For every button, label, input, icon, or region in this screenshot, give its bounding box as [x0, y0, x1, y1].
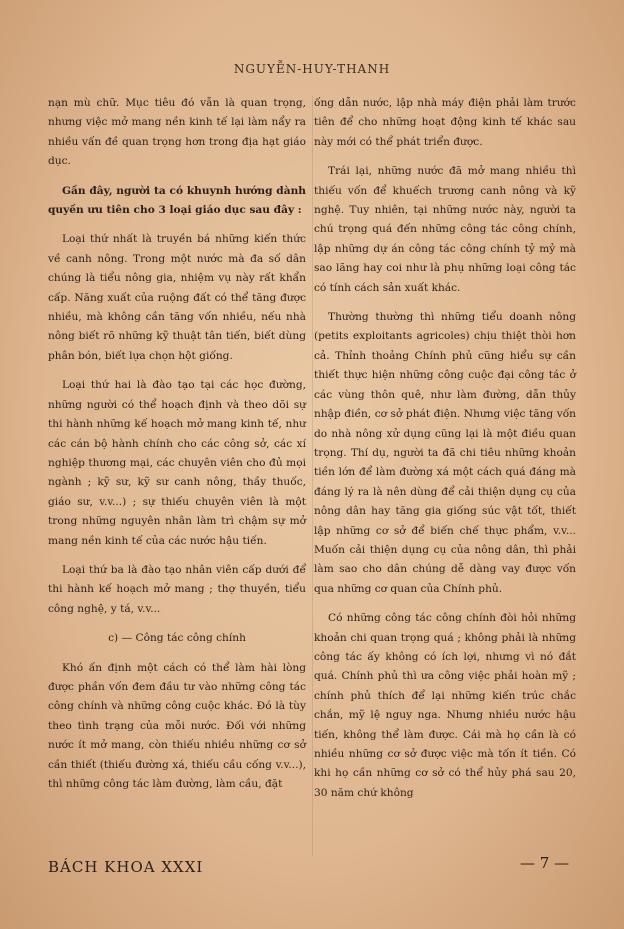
left-column — [48, 94, 306, 804]
left-paragraph-5: Loại thứ ba là đào tạo nhân viên cấp dưới để thi hành kế hoạch mở mang ; thợ thuyền, tiểu công nghệ, y tá, v.v... — [48, 563, 306, 615]
left-paragraph-6: Khó ấn định một cách có thể làm hài lòng được phần vốn đem đầu tư vào những công tác công chính và những công cuộc khác. Đó là tùy theo tình trạng của mỗi nước. Đối với những nước ít mở mang, còn thiếu nhiều những cơ sở cần thiết (thiếu đường xá, thiếu cầu cống v.v...), thì những công tác làm đường, làm cầu, đặt — [48, 661, 306, 790]
running-header: NGUYỄN-HUY-THANH — [233, 62, 391, 76]
right-column — [314, 94, 576, 813]
section-subheading: c) — Công tác công chính — [108, 632, 246, 645]
left-paragraph-4: Loại thứ hai là đào tạo tại các học đường, những người có thể hoạch định và theo dõi sự thi hành những kế hoạch mở mang kinh tế, như các cán bộ hành chính cho các công sở, các xí nghiệp thương mại, các chuyên viên cho đủ mọi ngành ; kỹ sư, kỹ sư canh nông, thầy thuốc, giáo sư, v.v...) ; sự thiếu chuyên viên là một trong những nguyên nhân làm trì chậm sự mở mang nền kinh tế của các nước hậu tiến. — [48, 379, 306, 547]
left-paragraph-1: nạn mù chữ. Mục tiêu đó vẫn là quan trọng, nhưng việc mở mang nền kinh tế lại làm nẩy ra nhiều vấn đề quan trọng hơn trong địa hạt giáo dục. — [48, 97, 306, 168]
left-paragraph-2: Gần đây, người ta có khuynh hướng dành quyền ưu tiên cho 3 loại giáo dục sau đây : — [48, 184, 306, 217]
page-number: — 7 — — [520, 854, 570, 872]
right-paragraph-4: Có những công tác công chính đòi hỏi những khoản chi quan trọng quá ; không phải là những công tác ấy không có ích lợi, nhưng vì nó đắt quá. Chính phủ thì ưa công việc phải hoàn mỹ ; chính phủ thích để lại những kiến trúc chắc chắn, mỹ lệ nguy nga. Nhưng nhiều nước hậu tiến, không thể làm được. Cái mà họ cần là có nhiều những cơ sở được việc mà tốn ít tiền. Có khi họ cần những cơ sở có thể hủy phá sau 20, 30 năm chứ không — [314, 612, 576, 799]
right-paragraph-2: Trái lại, những nước đã mở mang nhiều thì thiếu vốn để khuếch trương canh nông và kỹ nghệ. Tuy nhiên, tại những nước này, người ta chú trọng quá đến những công tác công chính, lập những dự án công tác công chính tỷ mỷ mà sao lãng hay coi như là phụ những loại công tác có tính cách sản xuất khác. — [314, 165, 576, 294]
right-paragraph-3: Thường thường thì những tiểu doanh nông (petits exploitants agricoles) chịu thiệt thòi hơn cả. Thỉnh thoảng Chính phủ cũng hiểu sự cần thiết thực hiện những công cuộc đại công tác ở các vùng thôn quê, như làm đường, dẫn thủy nhập điền, cơ sở phát điện. Nhưng việc tăng vốn do nhà nông xử dụng cũng lại là một điều quan trọng. Thí dụ, người ta đã chi tiêu những khoản tiền lớn để làm đường xá một cách quá đáng mà đáng lý ra là nên dùng để cải thiện dụng cụ của nông dân hay tăng gia giống súc vật tốt, thiết lập những cơ sở để biến chế thực phẩm, v.v... Muốn cải thiện dụng cụ của nông dân, thì phải làm sao cho dân chúng dễ dàng vay được vốn qua những cơ quan của Chính phủ. — [314, 311, 576, 595]
publication-footer: BÁCH KHOA XXXI — [48, 858, 204, 876]
left-paragraph-3: Loại thứ nhất là truyền bá những kiến thức về canh nông. Trong một nước mà đa số dân chúng là tiểu nông gia, nhiệm vụ này rất khẩn cấp. Năng xuất của ruộng đất có thể tăng được nhiều, mà không cần tăng vốn nhiều, nếu nhà nông biết rõ những kỹ thuật tân tiến, biết dùng phân bón, biết lựa chọn hột giống. — [48, 233, 306, 362]
right-paragraph-1: ống dẫn nước, lập nhà máy điện phải làm trước tiên để cho những hoạt động kinh tế khác sau này mới có thể phát triển được. — [314, 97, 576, 148]
column-gutter — [312, 96, 313, 856]
